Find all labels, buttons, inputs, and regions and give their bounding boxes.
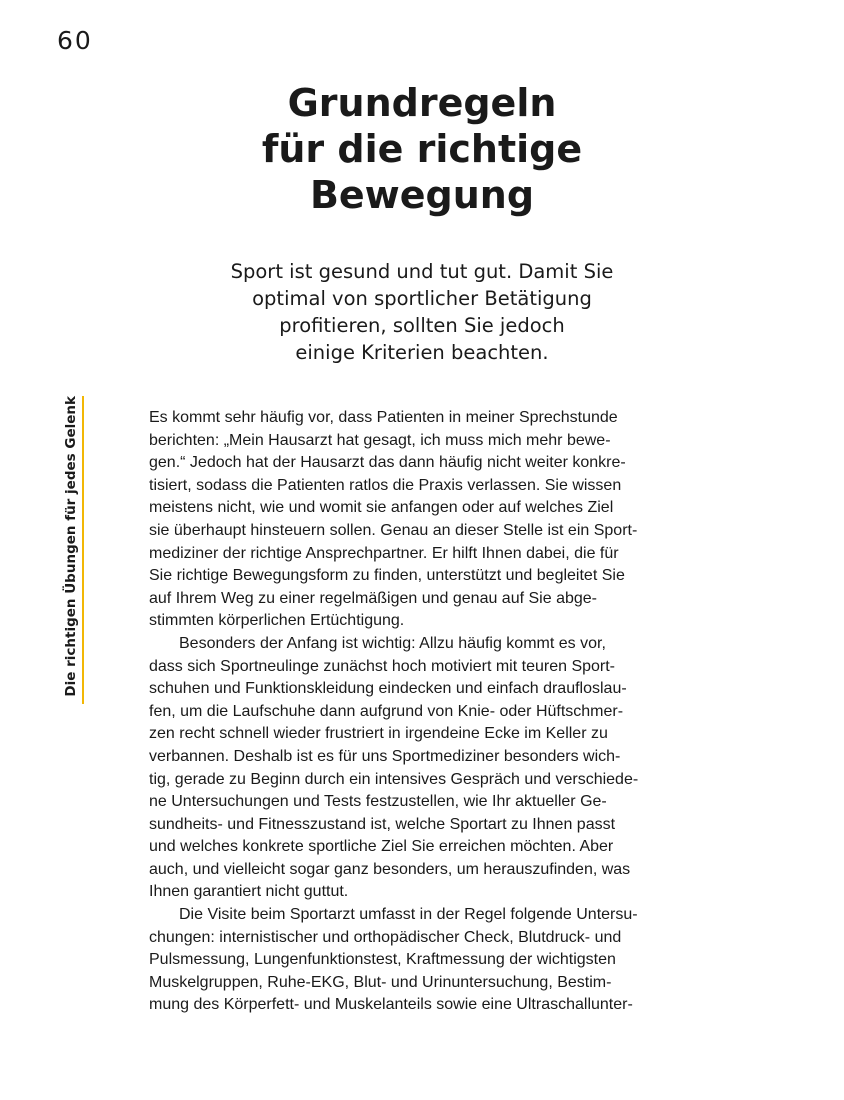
body-text <box>149 407 709 1017</box>
body-line: Ihnen garantiert nicht guttut. <box>149 883 349 901</box>
body-line: sie überhaupt hinsteuern sollen. Genau an dieser Stelle ist ein Sport- <box>149 521 638 539</box>
body-line: schuhen und Funktionskleidung eindecken und einfach draufloslau- <box>149 680 627 698</box>
body-line: mediziner der richtige Ansprechpartner. Er hilft Ihnen dabei, die für <box>149 544 619 562</box>
lead-line: optimal von sportlicher Betätigung <box>252 287 592 310</box>
body-line: dass sich Sportneulinge zunächst hoch motiviert mit teuren Sport- <box>149 657 616 675</box>
body-line: auch, und vielleicht sogar ganz besonders, um herauszufinden, was <box>149 860 631 878</box>
body-line: fen, um die Laufschuhe dann aufgrund von Knie- oder Hüftschmer- <box>149 702 624 720</box>
lead-line: Sport ist gesund und tut gut. Damit Sie <box>230 260 614 283</box>
body-line: Sie richtige Bewegungsform zu finden, unterstützt und begleitet Sie <box>149 567 625 585</box>
chapter-title <box>0 80 844 218</box>
body-line: stimmten körperlichen Ertüchtigung. <box>149 612 405 630</box>
chapter-title-line: Grundregeln <box>287 81 557 125</box>
section-side-label <box>62 396 82 704</box>
body-line: und welches konkrete sportliche Ziel Sie erreichen möchten. Aber <box>149 838 614 856</box>
body-line: Besonders der Anfang ist wichtig: Allzu häufig kommt es vor, <box>179 634 606 652</box>
lead-paragraph <box>0 258 844 366</box>
body-line: meistens nicht, wie und womit sie anfangen oder auf welches Ziel <box>149 499 614 517</box>
body-line: gen.“ Jedoch hat der Hausarzt das dann häufig nicht weiter konkre- <box>149 454 626 472</box>
lead-line: profitieren, sollten Sie jedoch <box>279 314 565 337</box>
body-line: Pulsmessung, Lungenfunktionstest, Kraftmessung der wichtigsten <box>149 951 616 969</box>
chapter-title-line: für die richtige <box>261 127 583 171</box>
body-line: berichten: „Mein Hausarzt hat gesagt, ich muss mich mehr bewe- <box>149 431 611 449</box>
body-line: zen recht schnell wieder frustriert in irgendeine Ecke im Keller zu <box>149 725 608 743</box>
chapter-title-line: Bewegung <box>309 173 535 217</box>
body-line: Muskelgruppen, Ruhe-EKG, Blut- und Urinuntersuchung, Bestim- <box>149 973 612 991</box>
body-line: ne Untersuchungen und Tests festzustellen, wie Ihr aktueller Ge- <box>149 793 607 811</box>
accent-bar <box>82 396 84 704</box>
body-line: verbannen. Deshalb ist es für uns Sportmediziner besonders wich- <box>149 747 621 765</box>
section-side-label-text: Die richtigen Übungen für jedes Gelenk <box>63 396 79 697</box>
page-number: 60 <box>57 26 93 55</box>
body-line: sundheits- und Fitnesszustand ist, welche Sportart zu Ihnen passt <box>149 815 616 833</box>
body-line: mung des Körperfett- und Muskelanteils sowie eine Ultraschallunter- <box>149 996 633 1014</box>
body-line: tig, gerade zu Beginn durch ein intensives Gespräch und verschiede- <box>149 770 639 788</box>
body-line: Es kommt sehr häufig vor, dass Patienten in meiner Sprechstunde <box>149 409 618 426</box>
lead-line: einige Kriterien beachten. <box>295 341 549 364</box>
body-line: Die Visite beim Sportarzt umfasst in der Regel folgende Untersu- <box>179 906 638 924</box>
body-line: tisiert, sodass die Patienten ratlos die Praxis verlassen. Sie wissen <box>149 476 622 494</box>
body-line: chungen: internistischer und orthopädischer Check, Blutdruck- und <box>149 928 622 946</box>
body-line: auf Ihrem Weg zu einer regelmäßigen und genau auf Sie abge- <box>149 589 597 607</box>
